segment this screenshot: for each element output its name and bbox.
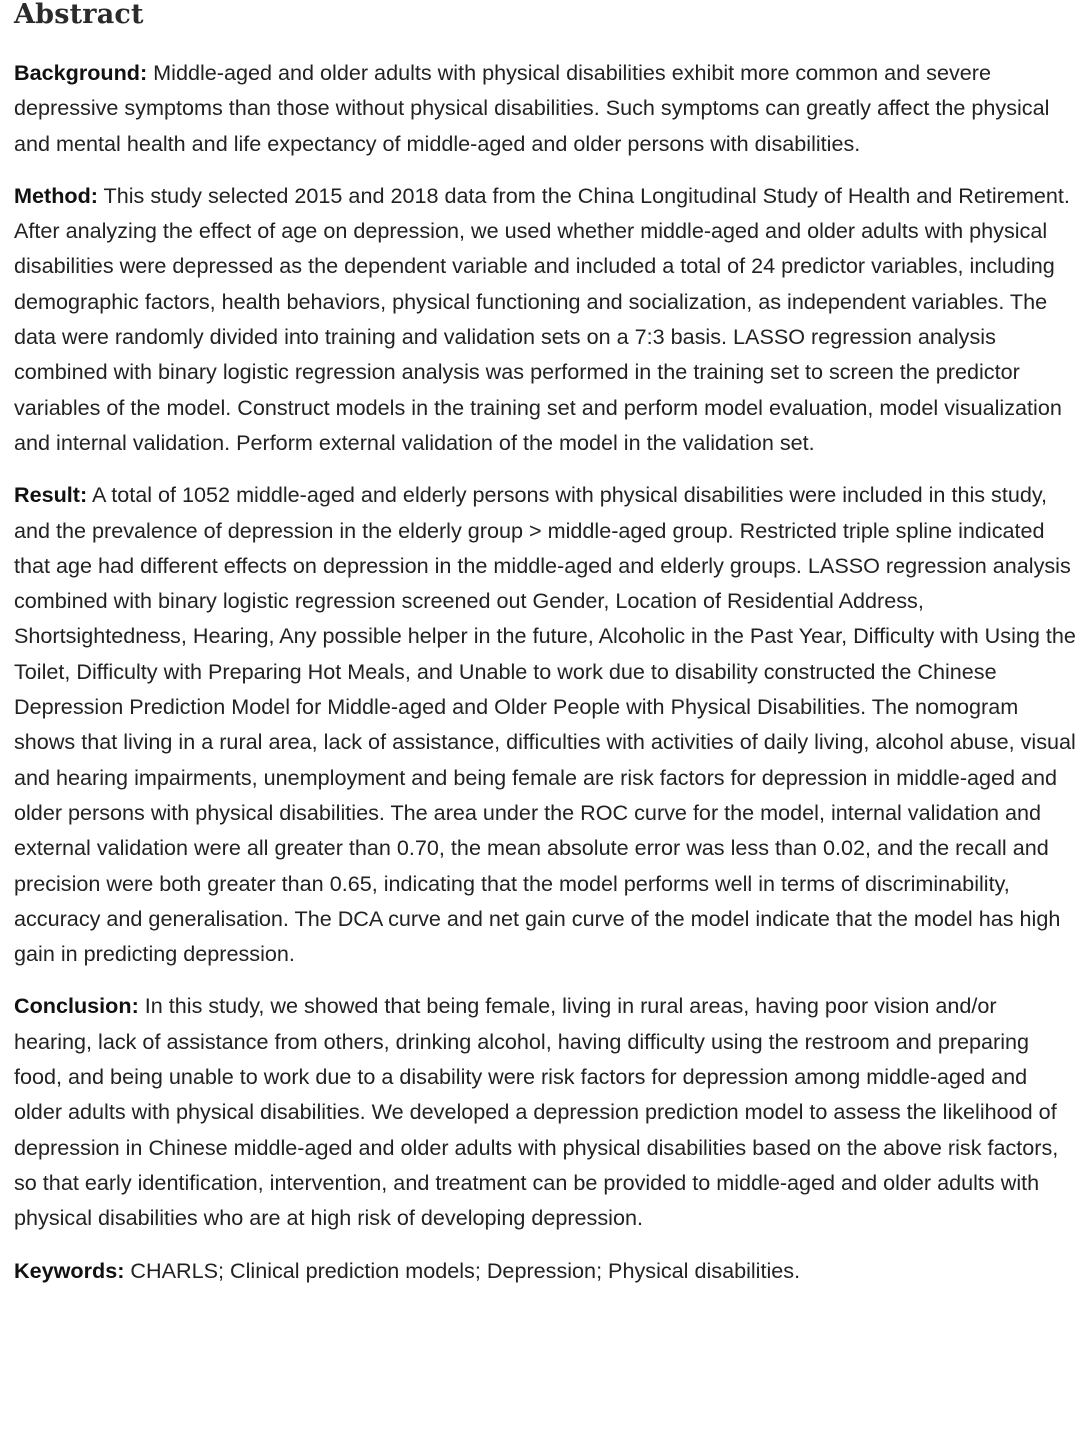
background-text: Middle-aged and older adults with physical disabilities exhibit more common and severe depressive symptoms than those without physical disabilities. Such symptoms can greatly affect the physical and mental health and life expectancy of middle-aged and older persons with disabilities. bbox=[14, 60, 1050, 156]
result-label: Result: bbox=[14, 482, 88, 508]
abstract-section bbox=[14, 0, 1076, 1288]
method-paragraph bbox=[14, 178, 1076, 460]
abstract-heading: Abstract bbox=[14, 0, 144, 30]
keywords-label: Keywords: bbox=[14, 1257, 125, 1283]
keywords-paragraph bbox=[14, 1253, 1076, 1288]
keywords-text: CHARLS; Clinical prediction models; Depression; Physical disabilities. bbox=[124, 1257, 801, 1283]
conclusion-label: Conclusion: bbox=[14, 993, 139, 1019]
background-paragraph bbox=[14, 55, 1076, 161]
method-text: This study selected 2015 and 2018 data from the China Longitudinal Study of Health and Retirement. After analyzing the effect of age on depression, we used whether middle-aged and older adults with physical disabilities were depressed as the dependent variable and included a total of 24 predictor variables, including demographic factors, health behaviors, physical functioning and socialization, as independent variables. The data were randomly divided into training and validation sets on a 7:3 basis. LASSO regression analysis combined with binary logistic regression analysis was performed in the training set to screen the predictor variables of the model. Construct models in the training set and perform model evaluation, model visualization and internal validation. Perform external validation of the model in the validation set. bbox=[14, 182, 1070, 455]
result-text: A total of 1052 middle-aged and elderly persons with physical disabilities were included in this study, and the prevalence of depression in the elderly group > middle-aged group. Restricted triple spline indicated that age had different effects on depression in the middle-aged and elderly groups. LASSO regression analysis combined with binary logistic regression screened out Gender, Location of Residential Address, Shortsightedness, Hearing, Any possible helper in the future, Alcoholic in the Past Year, Difficulty with Using the Toilet, Difficulty with Preparing Hot Meals, and Unable to work due to disability constructed the Chinese Depression Prediction Model for Middle-aged and Older People with Physical Disabilities. The nomogram shows that living in a rural area, lack of assistance, difficulties with activities of daily living, alcohol abuse, visual and hearing impairments, unemployment and being female are risk factors for depression in middle-aged and older persons with physical disabilities. The area under the ROC curve for the model, internal validation and external validation were all greater than 0.70, the mean absolute error was less than 0.02, and the recall and precision were both greater than 0.65, indicating that the model performs well in terms of discriminability, accuracy and generalisation. The DCA curve and net gain curve of the model indicate that the model has high gain in predicting depression. bbox=[14, 482, 1076, 967]
background-label: Background: bbox=[14, 60, 148, 85]
result-paragraph bbox=[14, 477, 1076, 971]
method-label: Method: bbox=[14, 182, 98, 208]
conclusion-text: In this study, we showed that being female, living in rural areas, having poor vision and/or hearing, lack of assistance from others, drinking alcohol, having difficulty using the restroom and preparing food, and being unable to work due to a disability were risk factors for depression among middle-aged and older adults with physical disabilities. We developed a depression prediction model to assess the likelihood of depression in Chinese middle-aged and older adults with physical disabilities based on the above risk factors, so that early identification, intervention, and treatment can be provided to middle-aged and older adults with physical disabilities who are at high risk of developing depression. bbox=[14, 993, 1059, 1231]
conclusion-paragraph bbox=[14, 988, 1076, 1235]
